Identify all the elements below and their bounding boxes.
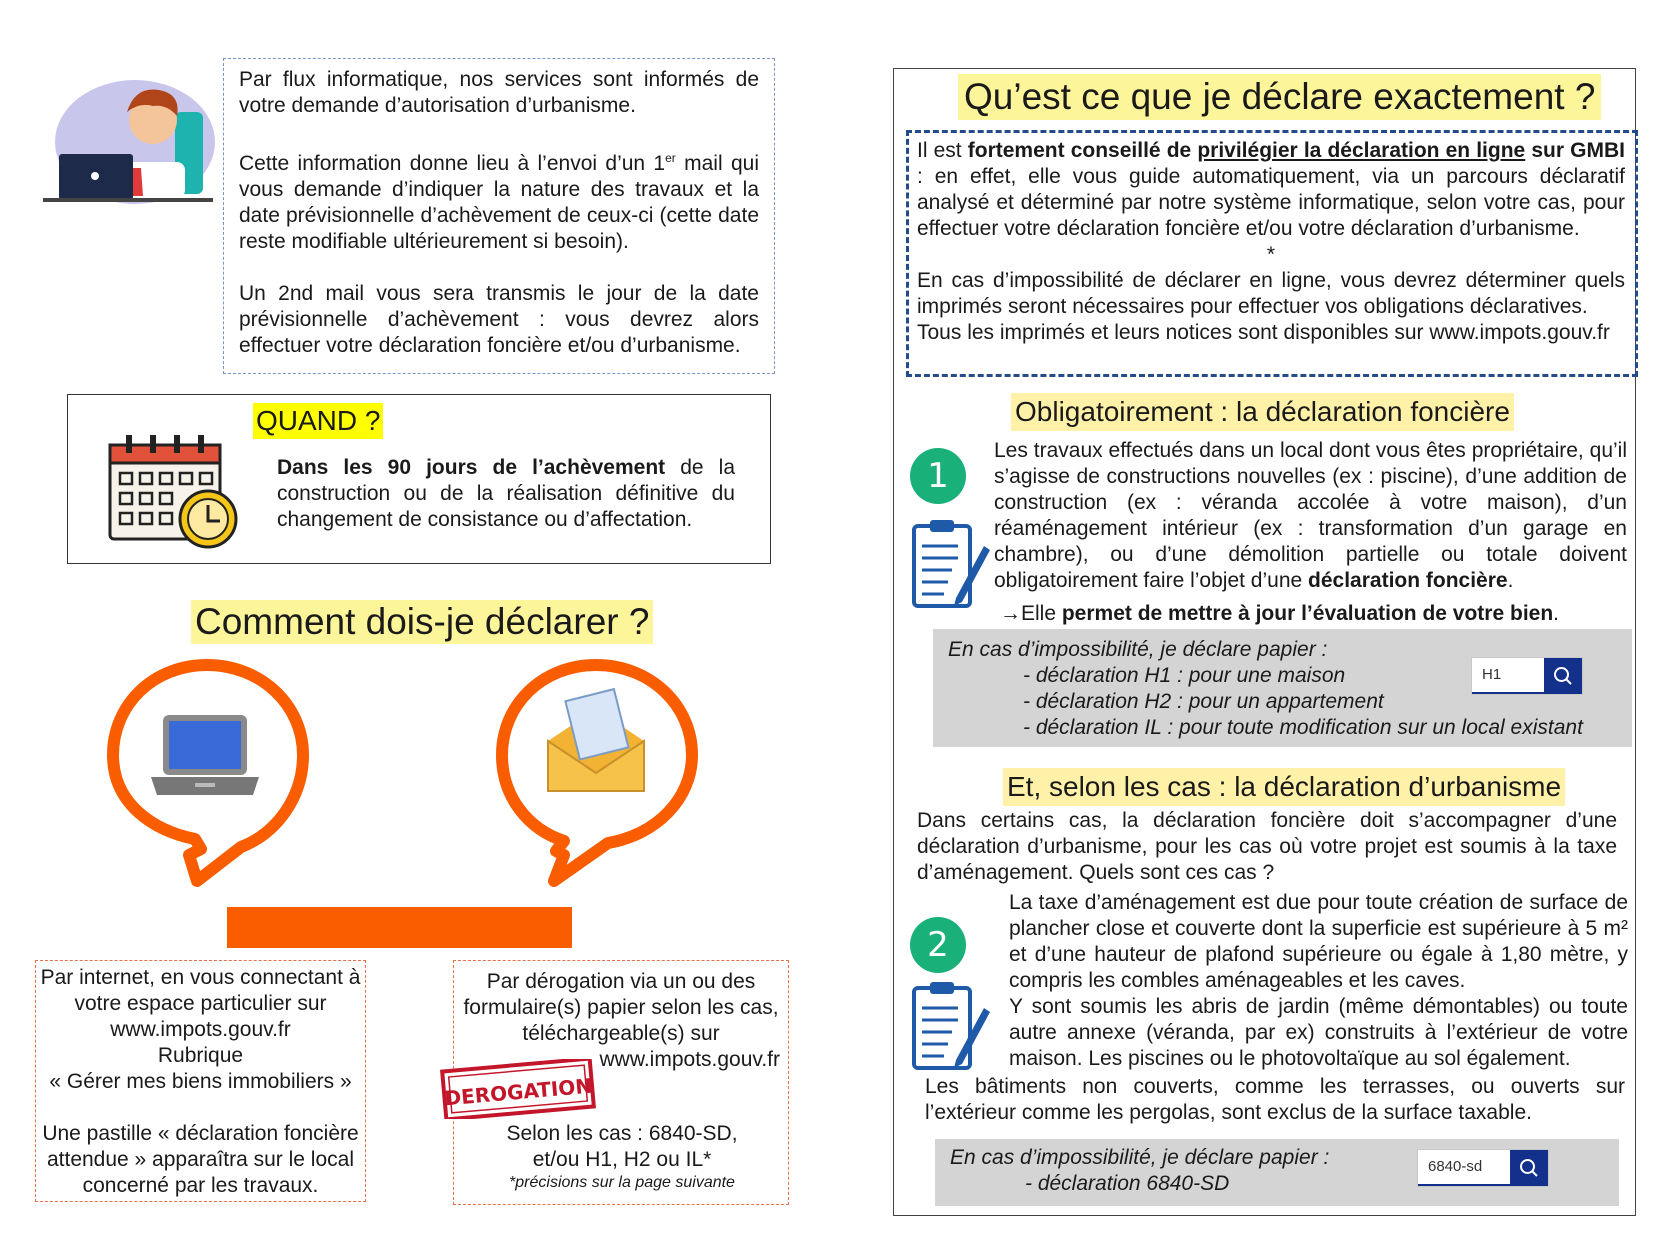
clipboard-pen-icon — [908, 978, 992, 1074]
flux-paragraph-3: Un 2nd mail vous sera transmis le jour de la date prévisionnelle d’achèvement : vous devrez alors effectuer votre déclaration foncière et/ou d’urbanisme. — [239, 282, 759, 357]
comment-title: Comment dois-je déclarer ? — [191, 600, 653, 644]
derog-footnote: *précisions sur la page suivante — [509, 1174, 735, 1191]
quand-text: Dans les 90 jours de l’achèvement de la construction ou de la réalisation définitive du changement de consistance ou d’affectation. — [277, 456, 735, 531]
paper-item: - déclaration 6840-SD — [1025, 1172, 1230, 1195]
fonciere-title: Obligatoirement : la déclaration foncière — [1011, 393, 1514, 431]
paper-item: - déclaration H2 : pour un appartement — [1023, 690, 1384, 713]
form-search-box[interactable] — [1471, 657, 1583, 695]
quand-box — [67, 394, 771, 564]
gmbi-paragraph-2: En cas d’impossibilité de déclarer en ligne, vous devrez déterminer quels imprimés seront nécessaires pour effectuer vos obligations déclaratives. — [917, 269, 1625, 318]
flux-paragraph-1: Par flux informatique, nos services sont informés de votre demande d’autorisation d’urbanisme. — [239, 68, 759, 117]
urbanisme-paper-box — [935, 1139, 1619, 1206]
derog-line: Par dérogation via un ou des — [486, 970, 756, 993]
internet-declaration-box — [35, 960, 366, 1202]
internet-line: votre espace particulier sur — [74, 992, 327, 1015]
internet-line: « Gérer mes biens immobiliers » — [49, 1070, 352, 1093]
search-button[interactable] — [1510, 1150, 1548, 1186]
orange-divider-bar — [227, 907, 572, 948]
urbanisme-text — [1009, 890, 1628, 1072]
gmbi-advice-box — [906, 130, 1638, 377]
internet-line: Rubrique — [157, 1044, 244, 1067]
what-title: Qu’est ce que je déclare exactement ? — [958, 74, 1601, 120]
internet-line: concerné par les travaux. — [82, 1174, 319, 1197]
derog-forms-line: Selon les cas : 6840-SD, — [506, 1122, 738, 1145]
derog-line: téléchargeable(s) sur — [522, 1022, 720, 1045]
paper-title: En cas d’impossibilité, je déclare papier : — [950, 1146, 1330, 1169]
step-2-badge: 2 — [910, 917, 966, 973]
separator-star: * — [1266, 243, 1276, 266]
derogation-paper-box — [443, 960, 789, 1205]
urbanisme-outro: Les bâtiments non couverts, comme les terrasses, ou ouverts sur l’extérieur comme les pergolas, sont exclus de la surface taxable. — [925, 1075, 1625, 1124]
urbanisme-paragraph-2: Y sont soumis les abris de jardin (même démontables) ou toute autre annexe (véranda, par ex) construits à l’extérieur de votre maison. Les piscines ou le photovoltaïque au sol également. — [1009, 995, 1628, 1070]
envelope-pin-icon — [494, 655, 699, 890]
paper-item: - déclaration IL : pour toute modification sur un local existant — [1023, 716, 1583, 739]
internet-line: Par internet, en vous connectant à — [40, 966, 361, 989]
laptop-pin-icon — [105, 655, 310, 890]
step-1-badge: 1 — [910, 448, 966, 504]
search-icon — [1552, 665, 1574, 687]
search-input[interactable]: H1 — [1472, 658, 1544, 694]
clipboard-pen-icon — [908, 516, 992, 612]
svg-text:DEROGATION: DEROGATION — [443, 1073, 593, 1111]
internet-line: attendue » apparaîtra sur le local — [46, 1148, 355, 1171]
fonciere-paper-box — [933, 629, 1632, 747]
internet-line: Une pastille « déclaration foncière — [42, 1122, 359, 1145]
impots-link[interactable]: www.impots.gouv.fr — [599, 1048, 780, 1071]
derogation-stamp — [438, 1059, 598, 1119]
search-button[interactable] — [1544, 658, 1582, 694]
fonciere-text: Les travaux effectués dans un local dont vous êtes propriétaire, qu’il s’agisse de constructions nouvelles (ex : piscine), d’une addition de construction (ex : véranda accolée à votre maison), d’un réaménagement intérieur (ex : transformation d’un garage en chambre), ou d’une démolition partielle ou totale doivent obligatoirement faire l’objet d’une déclaration foncière. — [994, 439, 1627, 592]
fonciere-purpose: →Elle permet de mettre à jour l’évaluation de votre bien. — [1000, 602, 1559, 625]
urbanisme-paragraph-1: La taxe d’aménagement est due pour toute création de surface de plancher close et couverte dont la superficie est supérieure à 5 m² et d’une hauteur de plafond supérieure ou égale à 1,80 mètre, y compris les combles aménageables et les caves. — [1009, 891, 1628, 992]
gmbi-paragraph-1: Il est fortement conseillé de privilégier la déclaration en ligne sur GMBI : en effet, elle vous guide automatiquement, via un parcours déclaratif analysé et déterminé par notre système informatique, selon votre cas, pour effectuer votre déclaration foncière et/ou votre déclaration d’urbanisme. — [917, 139, 1625, 240]
calendar-clock-icon — [106, 431, 242, 551]
quand-title: QUAND ? — [253, 403, 383, 439]
paper-title: En cas d’impossibilité, je déclare papier : — [948, 638, 1328, 661]
notification-info-box — [223, 58, 775, 374]
person-at-laptop-illustration — [35, 72, 217, 208]
gmbi-paragraph-3: Tous les imprimés et leurs notices sont disponibles sur www.impots.gouv.fr — [917, 321, 1610, 344]
search-icon — [1518, 1157, 1540, 1179]
form-search-box[interactable] — [1417, 1149, 1549, 1187]
derog-line: formulaire(s) papier selon les cas, — [463, 996, 779, 1019]
impots-link[interactable]: www.impots.gouv.fr — [110, 1018, 291, 1041]
flux-paragraph-2: Cette information donne lieu à l’envoi d’un 1er mail qui vous demande d’indiquer la nature des travaux et la date prévisionnelle d’achèvement de ceux-ci (cette date reste modifiable ultérieurement si besoin). — [239, 151, 759, 253]
urbanisme-intro: Dans certains cas, la déclaration foncière doit s’accompagner d’une déclaration d’urbanisme, pour les cas où votre projet est soumis à la taxe d’aménagement. Quels sont ces cas ? — [917, 809, 1617, 884]
derog-forms-line: et/ou H1, H2 ou IL* — [532, 1148, 712, 1171]
search-input[interactable]: 6840-sd — [1418, 1150, 1510, 1186]
urbanisme-title: Et, selon les cas : la déclaration d’urbanisme — [1003, 768, 1565, 806]
paper-item: - déclaration H1 : pour une maison — [1023, 664, 1346, 687]
